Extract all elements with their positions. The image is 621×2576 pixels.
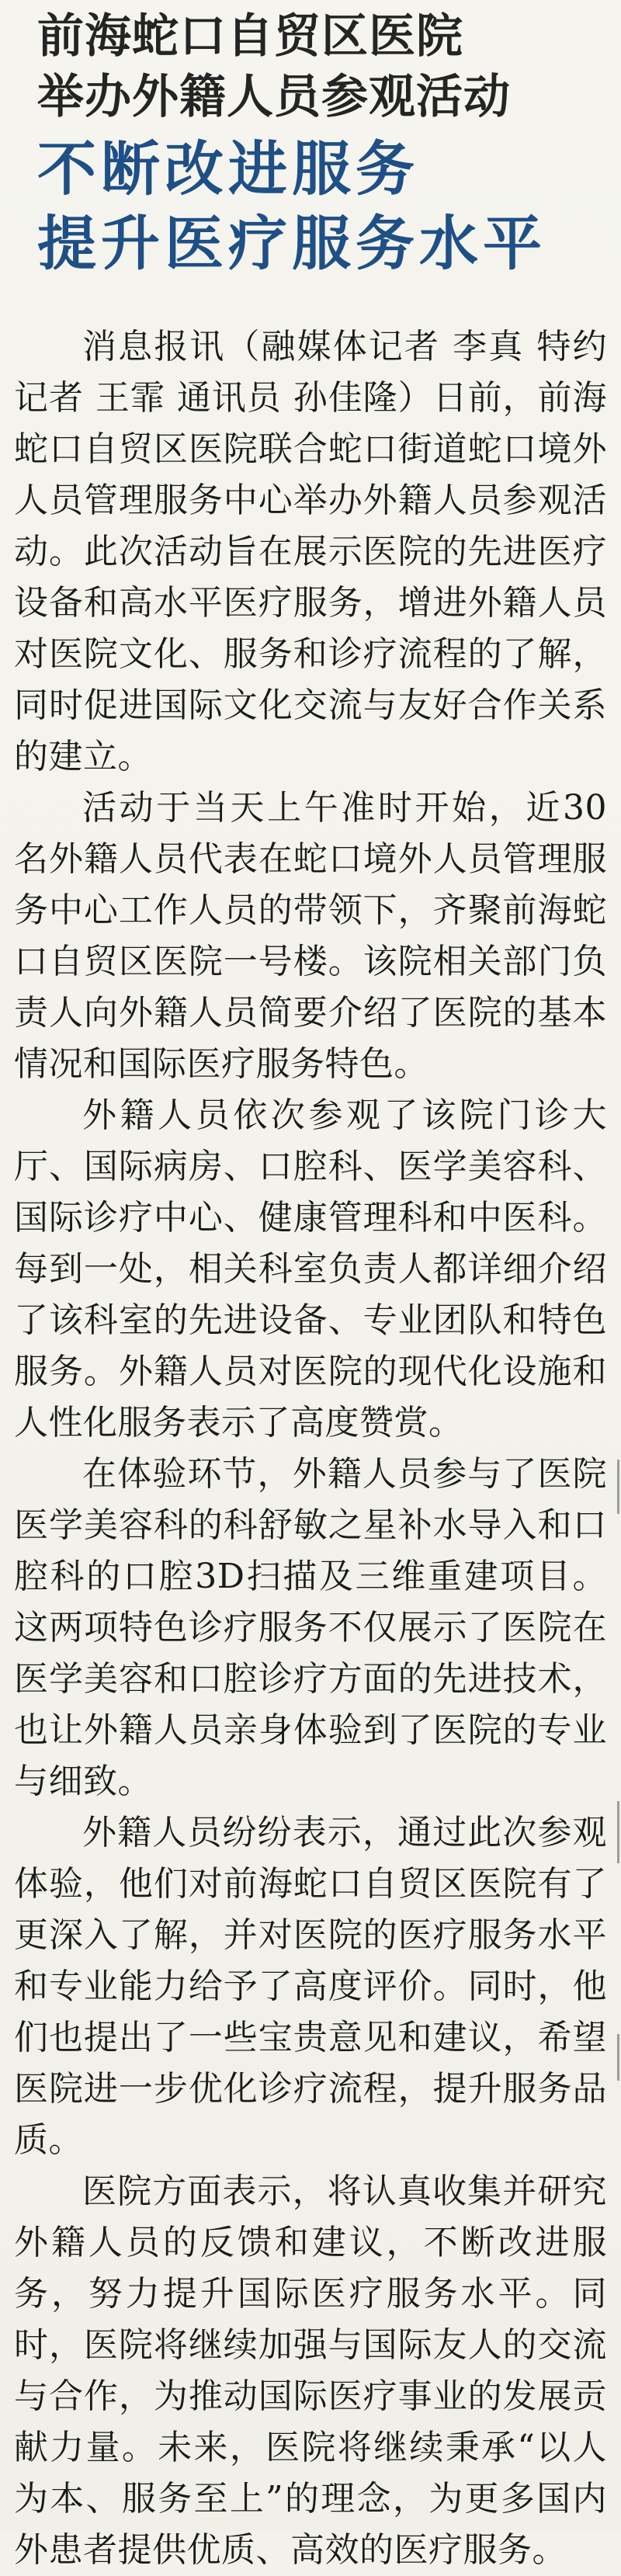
- paragraph-6: 医院方面表示，将认真收集并研究外籍人员的反馈和建议，不断改进服务，努力提升国际医疗服务水平。同时，医院将继续加强与国际友人的交流与合作，为推动国际医疗事业的发展贡献力量。未来，医院将继续秉承“以人为本、服务至上”的理念，为更多国内外患者提供优质、高效的医疗服务。: [14, 2172, 607, 2570]
- paragraph-4: 在体验环节，外籍人员参与了医院医学美容科的科舒敏之星补水导入和口腔科的口腔3D扫描及三维重建项目。这两项特色诊疗服务不仅展示了医院在医学美容和口腔诊疗方面的先进技术，也让外籍人员亲身体验到了医院的专业与细致。: [14, 1454, 607, 1801]
- paragraph-3: 外籍人员依次参观了该院门诊大厅、国际病房、口腔科、医学美容科、国际诊疗中心、健康管理科和中医科。每到一处，相关科室负责人都详细介绍了该科室的先进设备、专业团队和特色服务。外籍人员对医院的现代化设施和人性化服务表示了高度赞赏。: [14, 1095, 607, 1442]
- kicker-line-2: 举办外籍人员参观活动: [37, 70, 511, 124]
- paragraph-1: 消息报讯（融媒体记者 李真 特约记者 王霏 通讯员 孙佳隆）日前，前海蛇口自贸区医院联合蛇口街道蛇口境外人员管理服务中心举办外籍人员参观活动。此次活动旨在展示医院的先进医疗设备和高水平医疗服务，增进外籍人员对医院文化、服务和诊疗流程的了解，同时促进国际文化交流与友好合作关系的建立。: [14, 327, 607, 776]
- page-edge-mark: [617, 1460, 619, 1514]
- article-body: [14, 321, 607, 2576]
- kicker-line-1: 前海蛇口自贸区医院: [37, 9, 463, 64]
- page-edge-mark: [617, 2034, 619, 2081]
- page-edge-mark: [617, 1801, 619, 1863]
- paragraph-2: 活动于当天上午准时开始，近30名外籍人员代表在蛇口境外人员管理服务中心工作人员的带领下，齐聚前海蛇口自贸区医院一号楼。该院相关部门负责人向外籍人员简要介绍了医院的基本情况和国际医疗服务特色。: [14, 788, 607, 1084]
- main-title-line-1: 不断改进服务: [37, 134, 419, 203]
- paragraph-5: 外籍人员纷纷表示，通过此次参观体验，他们对前海蛇口自贸区医院有了更深入了解，并对医院的医疗服务水平和专业能力给予了高度评价。同时，他们也提出了一些宝贵意见和建议，希望医院进一步优化诊疗流程，提升服务品质。: [14, 1813, 607, 2160]
- headline: [14, 6, 607, 281]
- main-title-line-2: 提升医疗服务水平: [37, 209, 546, 278]
